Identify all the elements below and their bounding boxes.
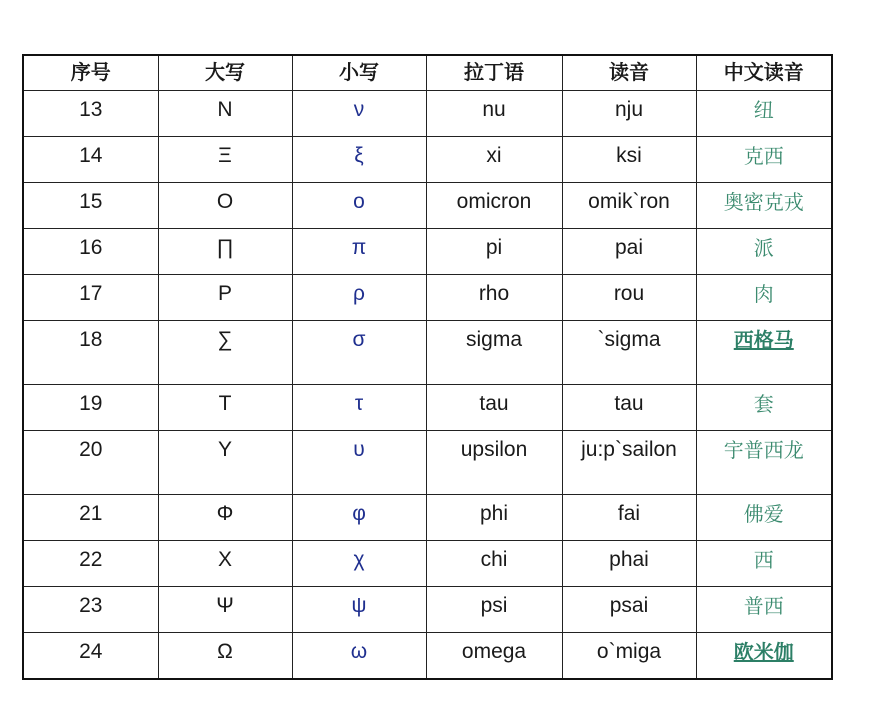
table-row: [23, 431, 832, 495]
cell-latin: omicron: [426, 183, 562, 229]
cell-index: 17: [23, 275, 158, 321]
cell-lowercase: π: [292, 229, 426, 275]
cell-uppercase: Ο: [158, 183, 292, 229]
cell-lowercase: τ: [292, 385, 426, 431]
table-row: [23, 183, 832, 229]
cell-latin: rho: [426, 275, 562, 321]
cell-chinese-pronunciation: 纽: [696, 91, 832, 137]
cell-chinese-pronunciation: 西: [696, 541, 832, 587]
header-chinese-pronunciation: 中文读音: [696, 55, 832, 91]
cell-pronunciation: fai: [562, 495, 696, 541]
cell-pronunciation: nju: [562, 91, 696, 137]
greek-alphabet-table: [22, 54, 833, 680]
cell-pronunciation: o`miga: [562, 633, 696, 679]
cell-pronunciation: omik`ron: [562, 183, 696, 229]
cell-uppercase: Ν: [158, 91, 292, 137]
cell-index: 16: [23, 229, 158, 275]
cell-index: 20: [23, 431, 158, 495]
table-row: [23, 495, 832, 541]
cell-uppercase: ∑: [158, 321, 292, 385]
cell-chinese-pronunciation: 西格马: [696, 321, 832, 385]
cell-pronunciation: rou: [562, 275, 696, 321]
cell-chinese-pronunciation: 肉: [696, 275, 832, 321]
cell-lowercase: ρ: [292, 275, 426, 321]
cell-lowercase: χ: [292, 541, 426, 587]
cell-pronunciation: psai: [562, 587, 696, 633]
table-row: [23, 229, 832, 275]
cell-latin: tau: [426, 385, 562, 431]
cell-chinese-pronunciation: 套: [696, 385, 832, 431]
cell-lowercase: ω: [292, 633, 426, 679]
cell-latin: upsilon: [426, 431, 562, 495]
cell-lowercase: σ: [292, 321, 426, 385]
table-row: [23, 587, 832, 633]
cell-uppercase: Φ: [158, 495, 292, 541]
cell-chinese-pronunciation: 奥密克戎: [696, 183, 832, 229]
header-latin: 拉丁语: [426, 55, 562, 91]
table-row: [23, 321, 832, 385]
cell-index: 19: [23, 385, 158, 431]
cell-uppercase: ∏: [158, 229, 292, 275]
table-row: [23, 541, 832, 587]
cell-index: 14: [23, 137, 158, 183]
cell-uppercase: Υ: [158, 431, 292, 495]
cell-index: 21: [23, 495, 158, 541]
table-row: [23, 275, 832, 321]
cell-latin: omega: [426, 633, 562, 679]
table-header-row: [23, 55, 832, 91]
cell-lowercase: ξ: [292, 137, 426, 183]
cell-latin: chi: [426, 541, 562, 587]
header-pronunciation: 读音: [562, 55, 696, 91]
cell-index: 24: [23, 633, 158, 679]
cell-uppercase: Ξ: [158, 137, 292, 183]
cell-lowercase: φ: [292, 495, 426, 541]
cell-latin: nu: [426, 91, 562, 137]
cell-latin: psi: [426, 587, 562, 633]
cell-uppercase: Ρ: [158, 275, 292, 321]
cell-index: 18: [23, 321, 158, 385]
cell-lowercase: ο: [292, 183, 426, 229]
header-index: 序号: [23, 55, 158, 91]
header-lowercase: 小写: [292, 55, 426, 91]
cell-latin: pi: [426, 229, 562, 275]
cell-latin: sigma: [426, 321, 562, 385]
table-row: [23, 91, 832, 137]
cell-lowercase: ψ: [292, 587, 426, 633]
cell-uppercase: Τ: [158, 385, 292, 431]
table-body: [23, 91, 832, 679]
cell-uppercase: Χ: [158, 541, 292, 587]
cell-chinese-pronunciation: 克西: [696, 137, 832, 183]
cell-index: 22: [23, 541, 158, 587]
cell-pronunciation: phai: [562, 541, 696, 587]
header-uppercase: 大写: [158, 55, 292, 91]
cell-chinese-pronunciation: 派: [696, 229, 832, 275]
table-row: [23, 137, 832, 183]
table-row: [23, 633, 832, 679]
cell-index: 13: [23, 91, 158, 137]
cell-pronunciation: pai: [562, 229, 696, 275]
cell-uppercase: Ω: [158, 633, 292, 679]
cell-pronunciation: ksi: [562, 137, 696, 183]
cell-uppercase: Ψ: [158, 587, 292, 633]
cell-pronunciation: ju:p`sailon: [562, 431, 696, 495]
cell-index: 15: [23, 183, 158, 229]
cell-chinese-pronunciation: 佛爱: [696, 495, 832, 541]
cell-latin: phi: [426, 495, 562, 541]
cell-latin: xi: [426, 137, 562, 183]
cell-index: 23: [23, 587, 158, 633]
cell-lowercase: ν: [292, 91, 426, 137]
cell-pronunciation: `sigma: [562, 321, 696, 385]
table-row: [23, 385, 832, 431]
cell-lowercase: υ: [292, 431, 426, 495]
cell-pronunciation: tau: [562, 385, 696, 431]
cell-chinese-pronunciation: 普西: [696, 587, 832, 633]
greek-alphabet-table-wrapper: [22, 54, 833, 680]
cell-chinese-pronunciation: 欧米伽: [696, 633, 832, 679]
cell-chinese-pronunciation: 宇普西龙: [696, 431, 832, 495]
